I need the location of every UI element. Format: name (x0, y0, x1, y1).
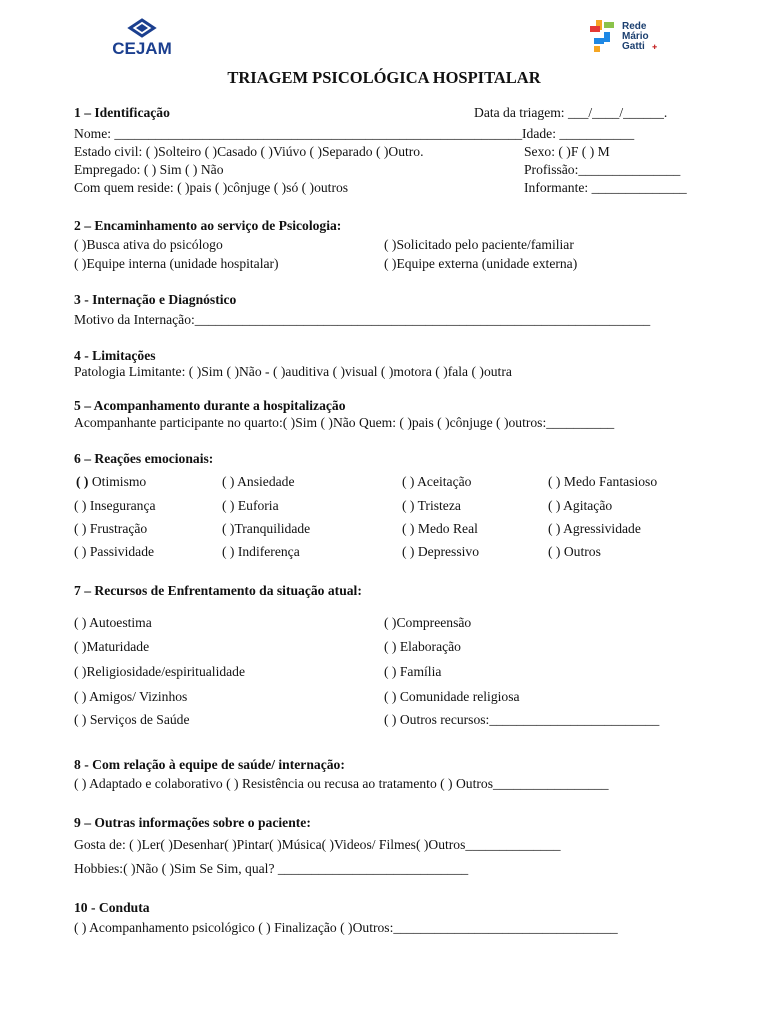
section-8-heading: 8 - Com relação à equipe de saúde/ internação: (74, 757, 345, 772)
profession-field[interactable]: Profissão:_______________ (524, 162, 681, 177)
coping-option[interactable]: ( ) Amigos/ Vizinhos (74, 689, 188, 704)
coping-option[interactable]: ( ) Elaboração (384, 639, 461, 654)
section-1-heading: 1 – Identificação (74, 105, 170, 120)
marital-status-field[interactable]: Estado civil: ( )Solteiro ( )Casado ( )Viúvo ( )Separado ( )Outro. (74, 144, 424, 159)
coping-option[interactable]: ( )Religiosidade/espiritualidade (74, 664, 246, 679)
limitations-field[interactable]: Patologia Limitante: ( )Sim ( )Não - ( )auditiva ( )visual ( )motora ( )fala ( )outra (74, 364, 512, 379)
sex-field[interactable]: Sexo: ( )F ( ) M (524, 144, 610, 159)
coping-option[interactable]: ( ) Serviços de Saúde (74, 712, 190, 727)
section-7-heading: 7 – Recursos de Enfrentamento da situação atual: (74, 583, 362, 598)
hobbies-field[interactable]: Hobbies:( )Não ( )Sim Se Sim, qual? ____________________________ (74, 861, 469, 876)
section-6-heading: 6 – Reações emocionais: (74, 451, 214, 466)
coping-option[interactable]: ( ) Família (384, 664, 442, 679)
referral-option[interactable]: ( )Busca ativa do psicólogo (74, 237, 223, 252)
employed-field[interactable]: Empregado: ( ) Sim ( ) Não (74, 162, 224, 177)
section-4-heading: 4 - Limitações (74, 348, 156, 363)
informant-field[interactable]: Informante: ______________ (524, 180, 687, 195)
rede-logo-line3: Gatti (622, 41, 645, 52)
section-5-heading: 5 – Acompanhamento durante a hospitalização (74, 398, 346, 413)
companion-field[interactable]: Acompanhante participante no quarto:( )Sim ( )Não Quem: ( )pais ( )cônjuge ( )outros:__________ (74, 415, 615, 430)
admission-reason-field[interactable]: Motivo da Internação:___________________________________________________________________ (74, 312, 651, 327)
emotion-option-otimismo[interactable] (76, 474, 146, 490)
age-field[interactable]: Idade: ___________ (522, 126, 635, 141)
emotion-option[interactable]: ( ) Insegurança (74, 498, 156, 513)
coping-option[interactable]: ( )Maturidade (74, 639, 150, 654)
emotion-option[interactable]: ( ) Aceitação (402, 474, 472, 489)
emotion-option[interactable]: ( ) Agressividade (548, 521, 641, 536)
coping-option[interactable]: ( ) Autoestima (74, 615, 152, 630)
emotion-option[interactable]: ( ) Outros (548, 544, 601, 559)
name-field[interactable]: Nome: ____________________________________________________________ (74, 126, 523, 141)
rede-logo-line2: Mário (622, 31, 649, 42)
page-title: TRIAGEM PSICOLÓGICA HOSPITALAR (227, 68, 541, 87)
emotion-option[interactable]: ( ) Ansiedade (222, 474, 295, 489)
team-relation-field[interactable]: ( ) Adaptado e colaborativo ( ) Resistência ou recusa ao tratamento ( ) Outros_________________ (74, 776, 609, 791)
coping-option[interactable]: ( ) Outros recursos:_________________________ (384, 712, 660, 727)
cejam-logo-text: CEJAM (112, 39, 172, 58)
emotion-option[interactable]: ( ) Indiferença (222, 544, 300, 559)
conduct-field[interactable]: ( ) Acompanhamento psicológico ( ) Finalização ( )Outros:_________________________________ (74, 920, 618, 935)
section-10-heading: 10 - Conduta (74, 900, 150, 915)
triage-date-field[interactable]: Data da triagem: ___/____/______. (474, 105, 668, 120)
emotion-option[interactable]: ( ) Medo Fantasioso (548, 474, 658, 489)
rede-logo-line1: Rede (622, 21, 647, 32)
likes-field[interactable]: Gosta de: ( )Ler( )Desenhar( )Pintar( )Música( )Videos/ Filmes( )Outros______________ (74, 837, 561, 852)
emotion-option[interactable]: ( )Tranquilidade (222, 521, 311, 536)
rede-mario-gatti-logo (588, 18, 688, 54)
referral-option[interactable]: ( )Solicitado pelo paciente/familiar (384, 237, 574, 252)
emotion-option[interactable]: ( ) Passividade (74, 544, 155, 559)
section-9-heading: 9 – Outras informações sobre o paciente: (74, 815, 311, 830)
lives-with-field[interactable]: Com quem reside: ( )pais ( )cônjuge ( )só ( )outros (74, 180, 349, 195)
emotion-option[interactable]: ( ) Medo Real (402, 521, 478, 536)
emotion-option[interactable]: ( ) Tristeza (402, 498, 461, 513)
rede-logo-badge: ✚ (652, 44, 658, 51)
selected-checkbox[interactable]: ( ) (76, 474, 89, 489)
emotion-option[interactable]: ( ) Frustração (74, 521, 148, 536)
emotion-option[interactable]: ( ) Euforia (222, 498, 279, 513)
referral-option[interactable]: ( )Equipe interna (unidade hospitalar) (74, 256, 279, 271)
referral-option[interactable]: ( )Equipe externa (unidade externa) (384, 256, 578, 271)
section-3-heading: 3 - Internação e Diagnóstico (74, 292, 237, 307)
section-2-heading: 2 – Encaminhamento ao serviço de Psicologia: (74, 218, 342, 233)
coping-option[interactable]: ( )Compreensão (384, 615, 472, 630)
emotion-option[interactable]: ( ) Agitação (548, 498, 613, 513)
cejam-logo (100, 18, 184, 58)
emotion-option[interactable]: ( ) Depressivo (402, 544, 480, 559)
coping-option[interactable]: ( ) Comunidade religiosa (384, 689, 520, 704)
emotion-label: Otimismo (88, 474, 147, 489)
